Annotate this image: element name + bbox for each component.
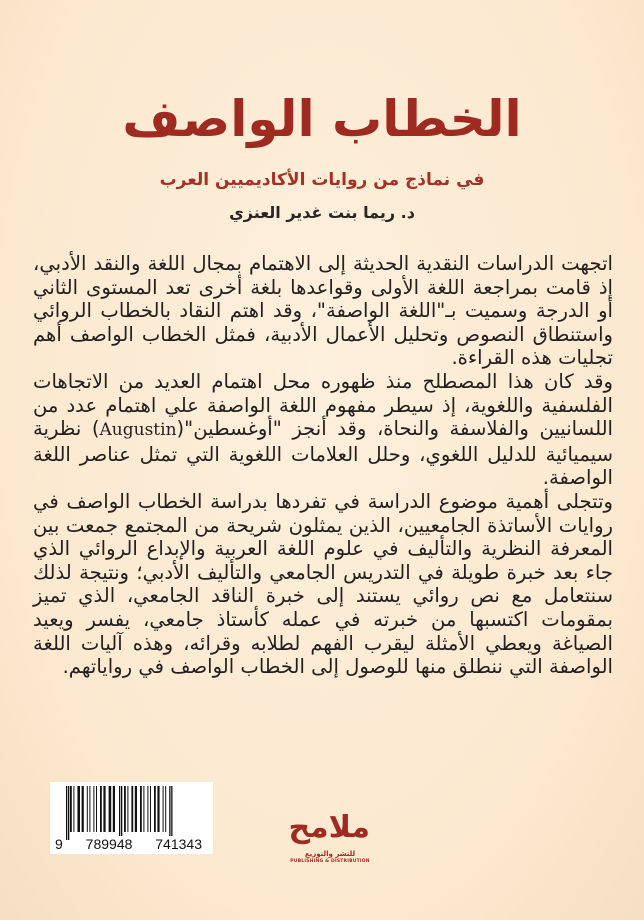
isbn-group-2: 741343 [155, 836, 202, 852]
isbn-number [50, 836, 213, 852]
barcode-bars [50, 782, 213, 840]
blurb-paragraph-2 [33, 370, 613, 490]
barcode-guard-bar [169, 786, 170, 840]
isbn-barcode [50, 782, 213, 854]
barcode-bar [89, 786, 90, 832]
barcode-bar [154, 786, 156, 832]
barcode-bar [87, 786, 88, 832]
barcode-bar [96, 786, 97, 832]
book-author: د. ريما بنت غدير العنزي [229, 203, 415, 222]
barcode-bar [131, 786, 133, 832]
barcode-bar [124, 786, 126, 832]
barcode-guard-bar [66, 786, 67, 840]
barcode-bar [109, 786, 112, 832]
latin-name: Augustin [99, 420, 177, 441]
barcode-bar [150, 786, 151, 832]
barcode-bar [77, 786, 80, 832]
blurb-text [33, 252, 613, 679]
barcode-bar [93, 786, 94, 832]
publisher-name-arabic: للنشر والتوزيع [304, 850, 356, 858]
barcode-guard-bar [119, 786, 120, 840]
isbn-lead-digit: 9 [55, 836, 63, 852]
blurb-paragraph-3: وتتجلى أهمية موضوع الدراسة في تفردها بدراسة الخطاب الواصف في روايات الأساتذة الجامعيين، الذين يمثلون شريحة من المجتمع جمعت بين المعرفة النظرية والتأليف في علوم اللغة العربية والإبداع الروائي الذي جاء بعد خبرة طويلة في التدريس الجامعي والتأليف الأدبي؛ ونتيجة لذلك سنتعامل مع نص روائي يستند إلى خبرة الناقد الجامعي، الذي تميز بمقومات اكتسبها من خبرته في عمله كأستاذ جامعي، يفسر ويعيد الصياغة ويعطي الأمثلة ليقرب الفهم لطلابه وقرائه، وهذه آليات اللغة الواصفة التي ننطلق منها للوصول إلى الخطاب الواصف في رواياتهم. [33, 489, 613, 679]
book-title: الخطاب الواصف [122, 90, 522, 148]
barcode-bar [127, 786, 128, 832]
barcode-bar [165, 786, 166, 832]
barcode-bar [100, 786, 102, 832]
barcode-bar [113, 786, 115, 832]
barcode-bar [70, 786, 72, 832]
barcode-bar [140, 786, 142, 832]
barcode-bar [143, 786, 144, 832]
barcode-bar [103, 786, 105, 832]
barcode-guard-bar [171, 786, 172, 840]
publisher-name-english: PUBLISHING & DISTRIBUTION [290, 859, 370, 864]
barcode-guard-bar [121, 786, 122, 840]
barcode-bar [147, 786, 148, 832]
barcode-bar [73, 786, 74, 832]
barcode-bar [135, 786, 137, 832]
blurb-paragraph-2-end: ) نظرية سيميائية للدليل اللغوي، وحلل العلامات اللغوية التي تمثل عناصر اللغة الواصفة. [33, 417, 613, 490]
publisher-logo-icon: ملامح [288, 810, 370, 845]
barcode-bar [157, 786, 159, 832]
book-subtitle: في نماذج من روايات الأكاديميين العرب [159, 170, 485, 190]
barcode-bar [82, 786, 84, 832]
blurb-paragraph-2-start: وقد كان هذا المصطلح منذ ظهوره محل اهتمام العديد من الاتجاهات الفلسفية واللغوية، إذ سيطر مفهوم اللغة الواصفة علي اهتمام عدد من اللسانيين والفلاسفة والنحاة، وقد أنجز "أوغسطين"( [33, 369, 613, 441]
isbn-group-1: 789948 [85, 836, 133, 852]
barcode-guard-bar [68, 786, 69, 840]
blurb-paragraph-1: اتجهت الدراسات النقدية الحديثة إلى الاهتمام بمجال اللغة والنقد الأدبي، إذ قامت بمراجعة اللغة الأولى وقواعدها بلغة أخرى تعد المستوى الثاني أو الدرجة وسميت بـ"اللغة الواصفة"، وقد اهتم النقاد بالخطاب الروائي واستنطاق النصوص وتحليل الأعمال الأدبية، فمثل الخطاب الواصف أهم تجليات هذه القراءة. [33, 252, 613, 370]
publisher-logo [290, 806, 370, 878]
barcode-bar [163, 786, 164, 832]
